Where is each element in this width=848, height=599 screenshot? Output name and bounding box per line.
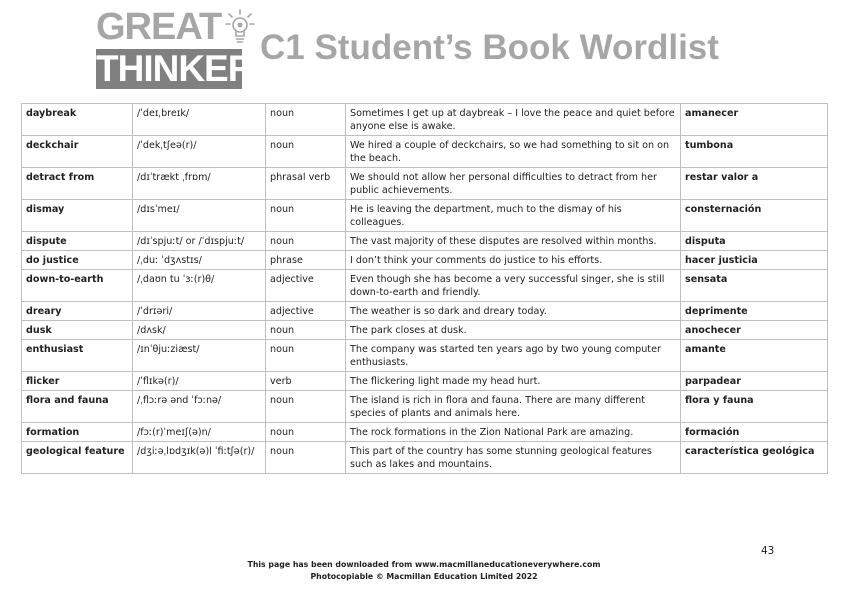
entry-example: The rock formations in the Zion National Park are amazing. — [346, 423, 681, 442]
entry-example: We should not allow her personal difficulties to detract from her public achievements. — [346, 168, 681, 200]
entry-pronunciation: /dʒiːəˌlɒdʒɪk(ə)l ˈfiːtʃə(r)/ — [133, 442, 266, 474]
table-row — [22, 391, 828, 423]
entry-word: flora and fauna — [22, 391, 133, 423]
table-row — [22, 442, 828, 474]
footer-download-note: This page has been downloaded from www.macmillaneducationeverywhere.com — [247, 560, 601, 569]
table-row — [22, 321, 828, 340]
table-row — [22, 200, 828, 232]
entry-word: do justice — [22, 251, 133, 270]
entry-example: The park closes at dusk. — [346, 321, 681, 340]
entry-pronunciation: /ˌdaʊn tu ˈɜː(r)θ/ — [133, 270, 266, 302]
entry-translation: sensata — [681, 270, 828, 302]
entry-word: dreary — [22, 302, 133, 321]
entry-translation: flora y fauna — [681, 391, 828, 423]
entry-example: This part of the country has some stunning geological features such as lakes and mountains. — [346, 442, 681, 474]
table-row — [22, 372, 828, 391]
entry-translation: amante — [681, 340, 828, 372]
table-row — [22, 302, 828, 321]
entry-example: We hired a couple of deckchairs, so we had something to sit on on the beach. — [346, 136, 681, 168]
entry-word: dismay — [22, 200, 133, 232]
lightbulb-icon — [225, 9, 255, 45]
entry-part-of-speech: noun — [266, 340, 346, 372]
entry-part-of-speech: noun — [266, 442, 346, 474]
great-thinkers-logo — [96, 6, 278, 90]
page-header — [0, 0, 848, 98]
entry-pronunciation: /ˈdekˌtʃeə(r)/ — [133, 136, 266, 168]
entry-part-of-speech: verb — [266, 372, 346, 391]
entry-pronunciation: /fɔː(r)ˈmeɪʃ(ə)n/ — [133, 423, 266, 442]
entry-part-of-speech: noun — [266, 232, 346, 251]
entry-word: flicker — [22, 372, 133, 391]
entry-pronunciation: /dɪˈtrækt ˌfrɒm/ — [133, 168, 266, 200]
entry-example: The island is rich in flora and fauna. There are many different species of plants and animals here. — [346, 391, 681, 423]
entry-word: enthusiast — [22, 340, 133, 372]
entry-pronunciation: /ˌflɔːrə ənd ˈfɔːnə/ — [133, 391, 266, 423]
wordlist-table — [21, 103, 828, 474]
page-number: 43 — [761, 545, 775, 557]
entry-example: He is leaving the department, much to the dismay of his colleagues. — [346, 200, 681, 232]
entry-translation: deprimente — [681, 302, 828, 321]
entry-pronunciation: /ˌduː ˈdʒʌstɪs/ — [133, 251, 266, 270]
entry-word: dispute — [22, 232, 133, 251]
entry-word: dusk — [22, 321, 133, 340]
entry-pronunciation: /ɪnˈθjuːziæst/ — [133, 340, 266, 372]
entry-part-of-speech: noun — [266, 136, 346, 168]
entry-pronunciation: /dɪsˈmeɪ/ — [133, 200, 266, 232]
table-row — [22, 251, 828, 270]
entry-word: daybreak — [22, 104, 133, 136]
entry-pronunciation: /dʌsk/ — [133, 321, 266, 340]
entry-example: The flickering light made my head hurt. — [346, 372, 681, 391]
entry-translation: característica geológica — [681, 442, 828, 474]
table-row — [22, 270, 828, 302]
entry-translation: parpadear — [681, 372, 828, 391]
entry-part-of-speech: phrasal verb — [266, 168, 346, 200]
entry-part-of-speech: noun — [266, 200, 346, 232]
page-title: C1 Student’s Book Wordlist — [260, 28, 719, 67]
entry-translation: amanecer — [681, 104, 828, 136]
logo-thinkers-text: THINKERS — [96, 48, 278, 89]
entry-example: The weather is so dark and dreary today. — [346, 302, 681, 321]
entry-pronunciation: /dɪˈspjuːt/ or /ˈdɪspjuːt/ — [133, 232, 266, 251]
entry-example: The vast majority of these disputes are resolved within months. — [346, 232, 681, 251]
table-row — [22, 104, 828, 136]
entry-pronunciation: /ˈdrɪəri/ — [133, 302, 266, 321]
entry-translation: formación — [681, 423, 828, 442]
entry-translation: anochecer — [681, 321, 828, 340]
entry-part-of-speech: phrase — [266, 251, 346, 270]
footer-copyright: Photocopiable © Macmillan Education Limited 2022 — [310, 572, 538, 581]
entry-part-of-speech: adjective — [266, 302, 346, 321]
table-row — [22, 340, 828, 372]
table-row — [22, 168, 828, 200]
entry-pronunciation: /ˈdeɪˌbreɪk/ — [133, 104, 266, 136]
entry-example: Sometimes I get up at daybreak – I love the peace and quiet before anyone else is awake. — [346, 104, 681, 136]
entry-part-of-speech: noun — [266, 321, 346, 340]
entry-example: The company was started ten years ago by two young computer enthusiasts. — [346, 340, 681, 372]
entry-part-of-speech: noun — [266, 423, 346, 442]
table-row — [22, 136, 828, 168]
entry-example: I don’t think your comments do justice to his efforts. — [346, 251, 681, 270]
entry-word: down-to-earth — [22, 270, 133, 302]
entry-pronunciation: /ˈflɪkə(r)/ — [133, 372, 266, 391]
entry-example: Even though she has become a very successful singer, she is still down-to-earth and friendly. — [346, 270, 681, 302]
entry-translation: disputa — [681, 232, 828, 251]
entry-part-of-speech: noun — [266, 104, 346, 136]
entry-part-of-speech: noun — [266, 391, 346, 423]
entry-translation: restar valor a — [681, 168, 828, 200]
table-row — [22, 423, 828, 442]
entry-word: geological feature — [22, 442, 133, 474]
entry-word: deckchair — [22, 136, 133, 168]
table-row — [22, 232, 828, 251]
entry-translation: tumbona — [681, 136, 828, 168]
entry-translation: consternación — [681, 200, 828, 232]
entry-word: detract from — [22, 168, 133, 200]
entry-translation: hacer justicia — [681, 251, 828, 270]
entry-word: formation — [22, 423, 133, 442]
logo-great-text: GREAT — [96, 6, 222, 48]
entry-part-of-speech: adjective — [266, 270, 346, 302]
